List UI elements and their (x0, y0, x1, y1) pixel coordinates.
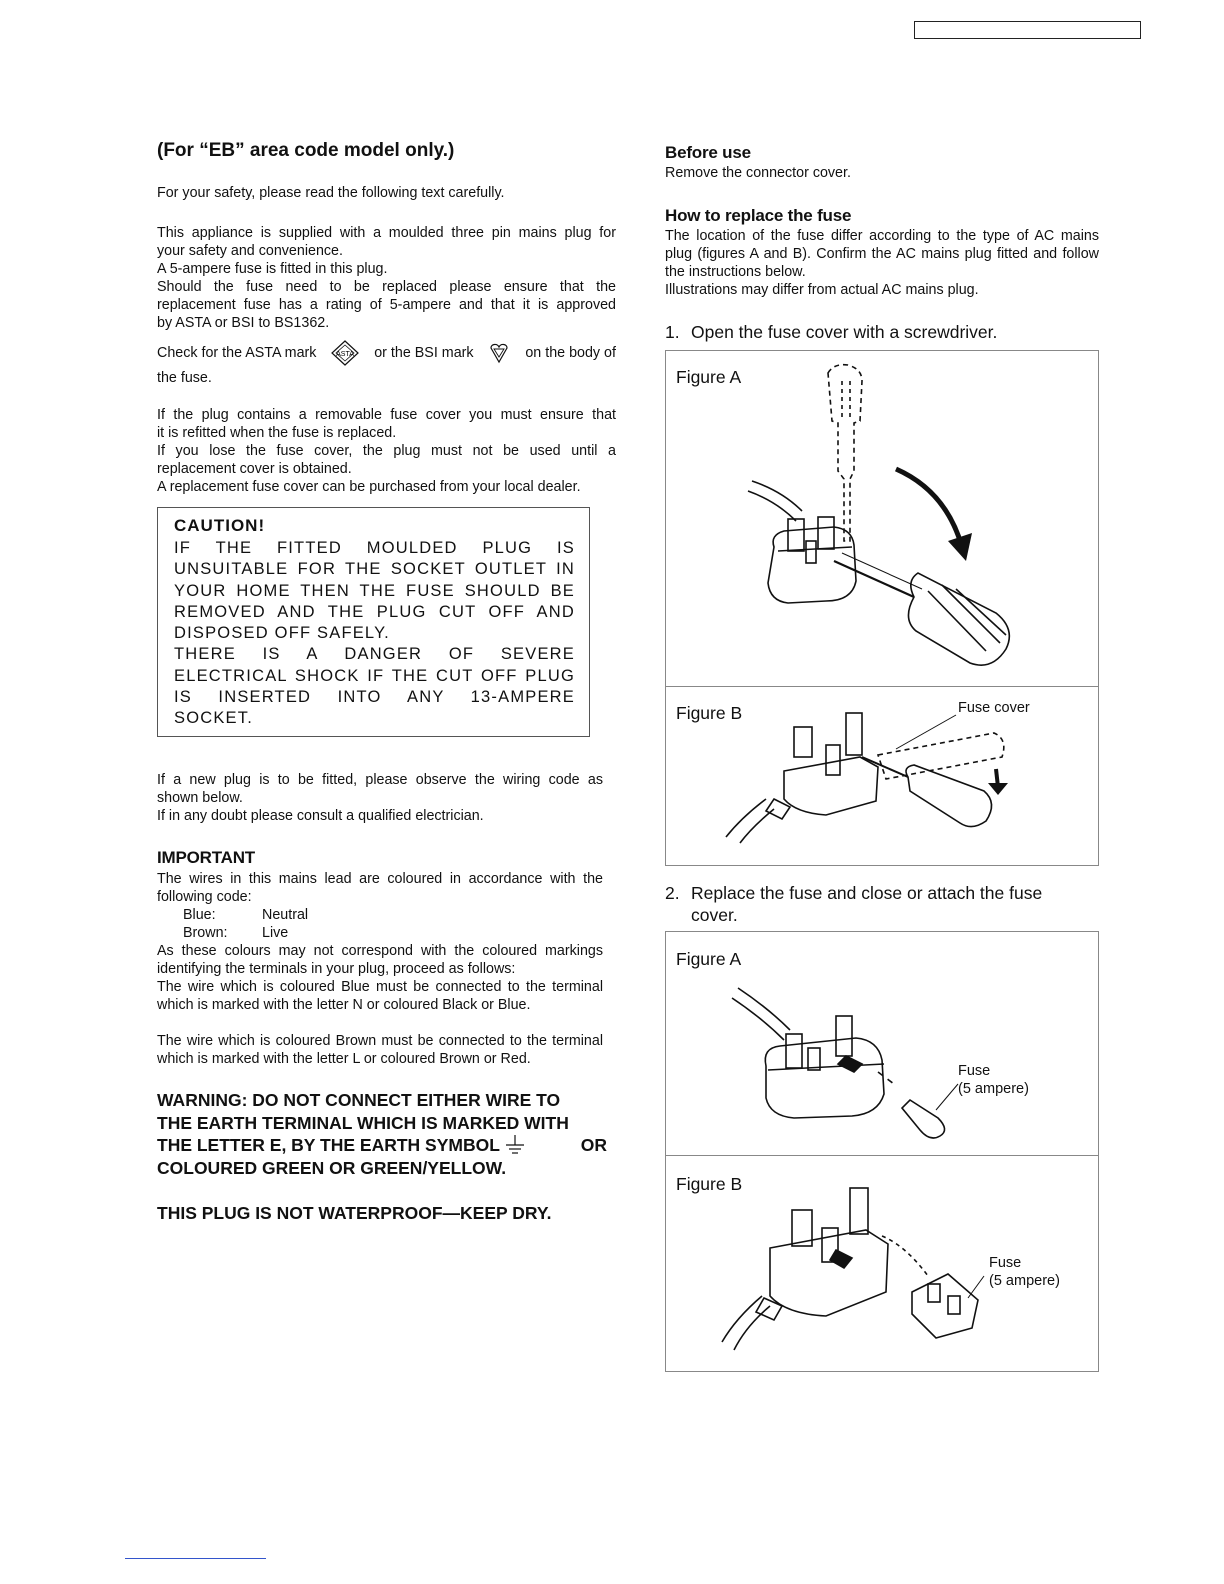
check-text-c: on the body of (525, 345, 616, 361)
text-line: your safety and convenience. (157, 243, 343, 259)
figure-label: Figure A (676, 367, 742, 387)
step-text: Replace the fuse and close or attach the fuse (691, 883, 1043, 903)
warning-line: THE LETTER E, BY THE EARTH SYMBOL (157, 1135, 500, 1155)
before-use-text: Remove the connector cover. (665, 165, 851, 181)
warning-line: THE EARTH TERMINAL WHICH IS MARKED WITH (157, 1112, 569, 1133)
asta-mark-text: ASTA (336, 351, 355, 358)
caution-line: UNSUITABLE FOR THE SOCKET OUTLET IN (174, 560, 575, 579)
warning-line: WARNING: DO NOT CONNECT EITHER WIRE TO (157, 1090, 561, 1110)
asta-mark-icon (331, 340, 359, 366)
check-text-d: the fuse. (157, 370, 212, 386)
wire-colour: Brown: (183, 925, 228, 941)
text-line: If the plug contains a removable fuse cover you must ensure that (157, 407, 616, 423)
figure-label: Figure B (676, 703, 743, 723)
figure-1a-panel (665, 350, 1099, 687)
important-heading: IMPORTANT (157, 848, 255, 867)
mark-check-paragraph (157, 340, 616, 390)
important-section (157, 870, 603, 1068)
warning-line: COLOURED GREEN OR GREEN/YELLOW. (157, 1157, 507, 1178)
caution-line: THERE IS A DANGER OF SEVERE (174, 645, 575, 664)
wire-colour: Blue: (183, 907, 216, 923)
plug-screwdriver-illustration (666, 351, 1100, 688)
wire-code-row (157, 906, 603, 924)
bsi-kitemark-icon (488, 342, 510, 364)
caution-line: SOCKET. (174, 709, 254, 728)
caution-line: ELECTRICAL SHOCK IF THE CUT OFF PLUG (174, 666, 575, 685)
text-line: replacement fuse has a rating of 5-ampere and that it is approved (157, 297, 616, 313)
step-text: cover. (691, 905, 738, 925)
check-text-a: Check for the ASTA mark (157, 345, 317, 361)
warning-block (157, 1089, 607, 1179)
fuse-cover-paragraph (157, 406, 616, 496)
fuse-callout: Fuse (989, 1255, 1022, 1271)
step-text: Open the fuse cover with a screwdriver. (691, 322, 998, 342)
plug-fuse-insert-illustration (666, 932, 1100, 1157)
text-line: The wire which is coloured Brown must be connected to the terminal (157, 1033, 603, 1049)
footer-link-line (125, 1558, 266, 1559)
fuse-cover-callout: Fuse cover (958, 700, 1030, 716)
wire-function: Live (262, 925, 289, 941)
caution-line: YOUR HOME THEN THE FUSE SHOULD BE (174, 581, 575, 600)
text-line: it is refitted when the fuse is replaced. (157, 425, 397, 441)
waterproof-warning: THIS PLUG IS NOT WATERPROOF—KEEP DRY. (157, 1203, 552, 1223)
text-line: The wire which is coloured Blue must be connected to the terminal (157, 979, 603, 995)
caution-title: CAUTION! (174, 516, 266, 535)
figure-1b-panel (665, 686, 1099, 866)
text-line: shown below. (157, 790, 243, 806)
text-line: which is marked with the letter N or coloured Black or Blue. (157, 997, 531, 1013)
wire-function: Neutral (262, 907, 309, 923)
figure-label: Figure A (676, 949, 742, 969)
replace-fuse-heading: How to replace the fuse (665, 206, 852, 225)
figure-2b-panel (665, 1155, 1099, 1372)
step-1 (665, 321, 997, 343)
text-line: The location of the fuse differ according to the type of AC mains (665, 228, 1099, 244)
new-plug-paragraph (157, 771, 603, 825)
caution-box (157, 507, 590, 737)
text-line: If in any doubt please consult a qualified electrician. (157, 808, 484, 824)
text-line: If you lose the fuse cover, the plug must not be used until a (157, 443, 616, 459)
fuse-rating-callout: (5 ampere) (989, 1273, 1060, 1289)
wire-code-table (157, 906, 603, 942)
caution-line: REMOVED AND THE PLUG CUT OFF AND (174, 602, 575, 621)
text-line: following code: (157, 889, 252, 905)
caution-body (174, 538, 575, 730)
wire-code-row (157, 924, 603, 942)
step-number: 1. (665, 322, 680, 342)
figure-2a-panel (665, 931, 1099, 1156)
warning-or: OR (580, 1135, 607, 1155)
text-line: This appliance is supplied with a moulded three pin mains plug for (157, 225, 616, 241)
text-line: A 5-ampere fuse is fitted in this plug. (157, 261, 388, 277)
text-line: the instructions below. (665, 264, 806, 280)
check-text-b: or the BSI mark (374, 345, 474, 361)
earth-symbol-icon (504, 1135, 526, 1155)
step-number: 2. (665, 883, 680, 903)
header-box (914, 21, 1141, 39)
plug-fuse-carrier-illustration (666, 1156, 1100, 1373)
fuse-rating-callout: (5 ampere) (958, 1081, 1029, 1097)
plug-fuse-cover-illustration (666, 687, 1100, 867)
before-use-heading: Before use (665, 143, 751, 162)
text-line: plug (figures A and B). Confirm the AC mains plug fitted and follow (665, 246, 1099, 262)
step-2 (665, 882, 1042, 926)
text-line: The wires in this mains lead are coloured in accordance with the (157, 871, 603, 887)
text-line: which is marked with the letter L or coloured Brown or Red. (157, 1051, 531, 1067)
text-line: Should the fuse need to be replaced please ensure that the (157, 279, 616, 295)
text-line: As these colours may not correspond with the coloured markings (157, 943, 603, 959)
area-code-heading: (For “EB” area code model only.) (157, 140, 455, 161)
replace-fuse-text (665, 227, 1099, 299)
caution-line: IS INSERTED INTO ANY 13-AMPERE (174, 688, 575, 707)
fuse-callout: Fuse (958, 1063, 991, 1079)
text-line: replacement cover is obtained. (157, 461, 352, 477)
fuse-info-paragraph (157, 224, 616, 332)
caution-line: IF THE FITTED MOULDED PLUG IS (174, 539, 575, 557)
text-line: identifying the terminals in your plug, proceed as follows: (157, 961, 516, 977)
safety-intro: For your safety, please read the following text carefully. (157, 185, 505, 201)
text-line: A replacement fuse cover can be purchased from your local dealer. (157, 479, 581, 495)
text-line: If a new plug is to be fitted, please observe the wiring code as (157, 772, 603, 788)
text-line: by ASTA or BSI to BS1362. (157, 315, 330, 331)
figure-label: Figure B (676, 1174, 743, 1194)
text-line: Illustrations may differ from actual AC mains plug. (665, 282, 979, 298)
caution-line: DISPOSED OFF SAFELY. (174, 624, 390, 643)
